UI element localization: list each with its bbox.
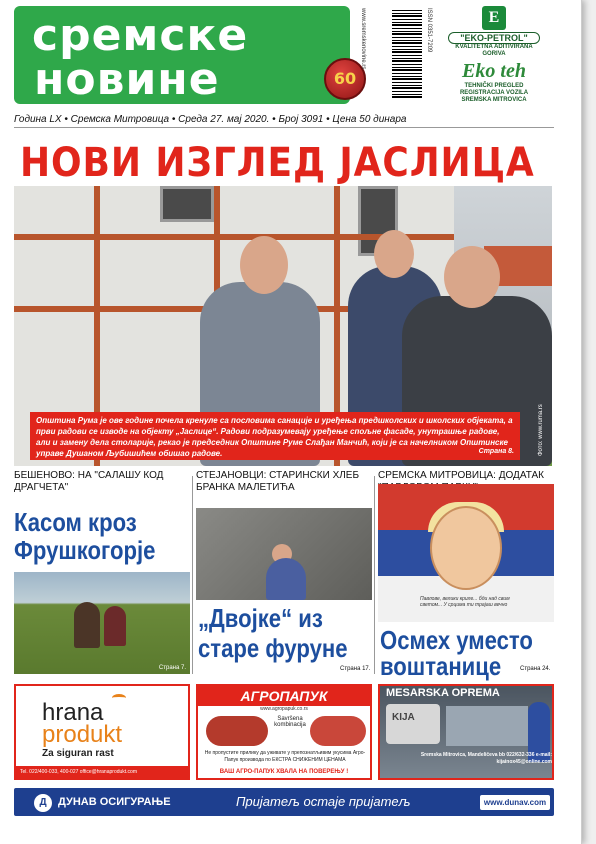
horse-rider: [104, 606, 126, 646]
column-divider: [374, 476, 375, 674]
story-title-line1: Касом кроз: [14, 507, 137, 537]
agropapuk-note: Не пропустите прилику да уживате у препознатљивим укусима Агро-Папук производа по ЕКСТРА СНИЖЕНИМ ЦЕНАМА: [204, 750, 366, 763]
eko-subtitle: KVALITETNA ADITIVIRANA GORIVA: [455, 44, 533, 57]
dunav-banner[interactable]: [14, 788, 554, 816]
lead-caption-text: Општина Рума је ове године почела кренуле са пословима санације и уређења предшколских и школских објеката, а први радови се изводе на објекту „Јаслице“. Радови подразумевају уређење спољне фасаде, унутрашње радове, али и замену дела столарије, рекао је председник Општине Руме Слађан Манчић, који је са начелником Општинске управе Душаном Љубишићем обишао радове.: [36, 416, 513, 458]
hrana-tagline: Za siguran rast: [42, 748, 114, 759]
mural-face: [430, 506, 502, 590]
agropapuk-middle: Savršena kombinacija: [274, 716, 306, 728]
mesarska-brand: KIJA: [392, 712, 415, 723]
person-head: [444, 246, 500, 308]
story-title-line1[interactable]: „Двојке“ из: [198, 603, 323, 633]
story-photo-horses[interactable]: [14, 572, 190, 674]
barcode: [392, 8, 422, 98]
story-kicker: СРЕМСКА МИТРОВИЦА: ДОДАТАК: [378, 470, 544, 481]
agropapuk-name: АГРОПАПУК: [198, 686, 370, 706]
masthead-title-line1: сремске: [32, 10, 249, 61]
story-title-line2[interactable]: старе фуруне: [198, 633, 348, 663]
column-divider: [192, 476, 193, 674]
hrana-logo-line2: produkt: [42, 721, 123, 748]
meat-image: [310, 716, 366, 746]
hrana-logo-line1: hrana: [42, 699, 104, 726]
eko-petrol-ad[interactable]: [448, 6, 540, 106]
lead-page-ref: Страна 8.: [478, 448, 514, 455]
story-kicker: СТЕЈАНОВЦИ: СТАРИНСКИ ХЛЕБ БРАНКА МАЛЕТИЋА: [196, 470, 360, 493]
story-title-line1[interactable]: Осмех уместо: [380, 625, 533, 655]
hrana-logo-icon: [112, 694, 126, 702]
agropapuk-ad[interactable]: [196, 684, 372, 780]
lead-caption: [30, 412, 520, 460]
eko-logo-icon: E: [482, 6, 506, 30]
story-photo-oven[interactable]: [196, 508, 372, 600]
dunav-url[interactable]: www.dunav.com: [480, 795, 550, 810]
machine-image: [386, 704, 440, 744]
dunav-name: ДУНАВ ОСИГУРАЊЕ: [58, 796, 171, 808]
hrana-produkt-ad[interactable]: [14, 684, 190, 780]
story-photo-mural[interactable]: [378, 484, 554, 622]
dateline: Година LX • Сремска Митровица • Среда 27. мај 2020. • Број 3091 • Цена 50 динара: [14, 114, 554, 128]
horse-rider: [74, 602, 100, 648]
story-page-ref: Страна 17.: [340, 666, 371, 672]
mesarska-oprema-ad[interactable]: [378, 684, 554, 780]
eko-teh-subtitle: TEHNIČKI PREGLED REGISTRACIJA VOZILA SREMSKA MITROVICA: [459, 83, 529, 103]
masthead: [14, 6, 357, 105]
eko-name: "EKO-PETROL": [448, 32, 540, 44]
story-kicker: БЕШЕНОВО: НА "САЛАШУ КОД ДРАГЧЕТА": [14, 470, 164, 493]
window: [160, 186, 214, 222]
dunav-slogan: Пријатељ остаје пријатељ: [236, 794, 411, 809]
story-page-ref: Страна 24.: [520, 666, 551, 672]
hrana-footer: Tel. 022/400-033, 400-027 office@hranaprodukt.com: [16, 766, 188, 778]
hrana-logo: [42, 699, 123, 748]
mural-text: Павлове, велики криле... бди над свим светом... У срцима ти трајаш вечно: [420, 596, 510, 608]
story-page-ref: Страна 7.: [158, 665, 186, 671]
eko-teh-brand: Eko teh: [462, 60, 526, 82]
person-head: [240, 236, 288, 294]
mesarska-address: Sremska Mitrovica, Mandeličeva bb 022/632-336 e-mail: kijainox45@online.com: [420, 752, 552, 765]
mesarska-title: MESARSKA OPREMA: [386, 687, 500, 699]
lead-photo[interactable]: [14, 186, 552, 466]
masthead-title-line2: новине: [34, 54, 220, 105]
agropapuk-url: www.agropapuk.co.rs: [260, 706, 308, 712]
anniversary-seal: 60: [324, 58, 366, 100]
main-headline[interactable]: НОВИ ИЗГЛЕД ЈАСЛИЦА: [20, 140, 535, 186]
baker: [266, 558, 306, 600]
person-head: [374, 230, 414, 278]
story-title-line2: Фрушкогорје: [14, 535, 156, 565]
dunav-logo-icon: Д: [34, 794, 52, 812]
issn-text: ISSN 0351-7209: [426, 8, 432, 53]
equipment-image: [446, 706, 528, 746]
masthead-web-text: www.sremskenovine.rs: [360, 8, 366, 70]
photo-credit: Фото: www.ruma.rs: [538, 404, 544, 456]
agropapuk-footer: ВАШ АГРО-ПАПУК ХВАЛА НА ПОВЕРЕЊУ !: [198, 767, 370, 778]
story-title-line2[interactable]: воштанице: [380, 651, 502, 681]
meat-image: [206, 716, 268, 746]
